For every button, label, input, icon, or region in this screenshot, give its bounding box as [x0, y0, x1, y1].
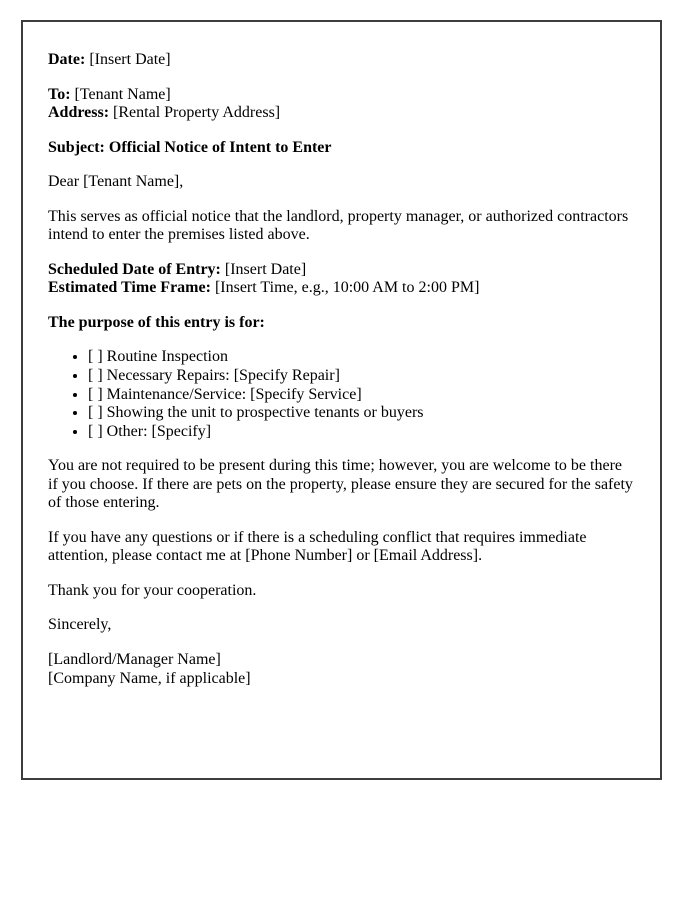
subject-line: Subject: Official Notice of Intent to Enter — [48, 138, 332, 156]
purpose-option-maintenance-service: • [ ] Maintenance/Service: [Specify Service] — [88, 386, 633, 405]
time-frame-value: [Insert Time, e.g., 10:00 AM to 2:00 PM] — [214, 279, 480, 297]
address-value: [Rental Property Address] — [113, 104, 281, 122]
time-frame-label: Estimated Time Frame: — [48, 279, 211, 297]
purpose-option-routine-inspection: • [ ] Routine Inspection — [88, 348, 633, 367]
signature-name: [Landlord/Manager Name] — [48, 651, 221, 669]
date-line — [48, 51, 633, 70]
scheduled-date-line — [48, 261, 633, 280]
address-line — [48, 104, 633, 123]
presence-paragraph: You are not required to be present during this time; however, you are welcome to be there if you choose. If there are pets on the property, please ensure they are secured for the safety of those entering. — [48, 457, 633, 512]
notice-letter-page — [21, 20, 662, 780]
salutation: Dear [Tenant Name], — [48, 173, 184, 191]
scheduled-date-label: Scheduled Date of Entry: — [48, 260, 221, 278]
purpose-option-necessary-repairs: • [ ] Necessary Repairs: [Specify Repair] — [88, 367, 633, 386]
date-label: Date: — [48, 51, 86, 68]
address-label: Address: — [48, 104, 110, 122]
schedule-block — [48, 261, 633, 298]
thanks-line: Thank you for your cooperation. — [48, 581, 257, 599]
closing-line: Sincerely, — [48, 616, 112, 634]
recipient-block — [48, 86, 633, 123]
intro-paragraph: This serves as official notice that the landlord, property manager, or authorized contractors intend to enter the premises listed above. — [48, 207, 629, 244]
time-frame-line — [48, 279, 633, 298]
to-value: [Tenant Name] — [74, 85, 171, 103]
purpose-heading: The purpose of this entry is for: — [48, 313, 265, 331]
scheduled-date-value: [Insert Date] — [224, 260, 307, 278]
contact-paragraph: If you have any questions or if there is a scheduling conflict that requires immediate attention, please contact me at [Phone Number] or [Email Address]. — [48, 528, 587, 565]
to-line — [48, 86, 633, 105]
date-value: [Insert Date] — [89, 51, 171, 68]
to-label: To: — [48, 85, 71, 103]
purpose-option-showing-unit: • [ ] Showing the unit to prospective tenants or buyers — [88, 404, 633, 423]
purpose-list — [48, 348, 633, 441]
signature-block — [48, 651, 633, 688]
signature-company: [Company Name, if applicable] — [48, 669, 251, 687]
purpose-option-other: • [ ] Other: [Specify] — [88, 423, 633, 442]
